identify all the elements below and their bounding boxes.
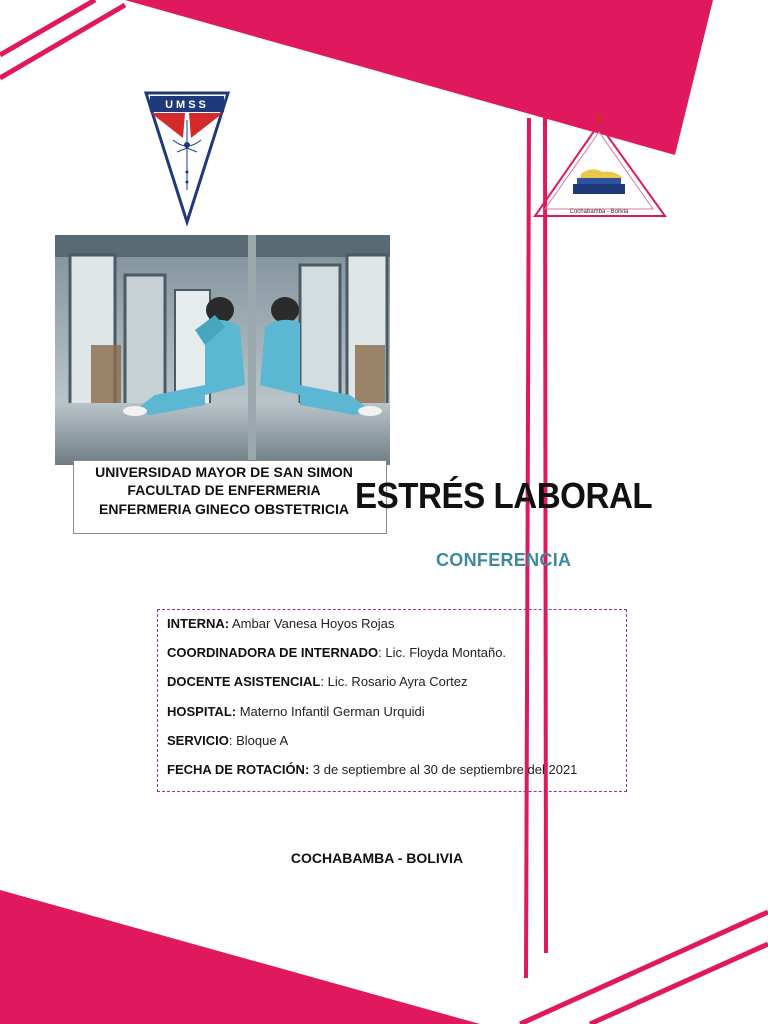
info-label: INTERNA: xyxy=(167,616,230,631)
nursing-logo-caption: Cochabamba - Bolivia xyxy=(569,209,629,215)
info-label: DOCENTE ASISTENCIAL xyxy=(167,674,321,689)
info-label: FECHA DE ROTACIÓN: xyxy=(167,762,310,777)
nursing-school-logo xyxy=(533,112,669,218)
info-value: : Bloque A xyxy=(228,733,289,748)
info-row-intern xyxy=(167,616,394,631)
bottom-left-pink-band xyxy=(0,890,480,1024)
footer-location: COCHABAMBA - BOLIVIA xyxy=(290,850,464,866)
nurse-stress-photo xyxy=(55,235,390,465)
vertical-stripe-right xyxy=(545,118,546,953)
info-value: : Lic. Rosario Ayra Cortez xyxy=(320,674,468,689)
umss-logo xyxy=(143,90,231,226)
info-value: : Lic. Floyda Montaño. xyxy=(378,645,507,660)
faculty-name: FACULTAD DE ENFERMERIA xyxy=(127,482,321,498)
info-label: COORDINADORA DE INTERNADO xyxy=(167,645,379,660)
bottom-right-stripe xyxy=(590,944,768,1024)
info-row-teacher xyxy=(167,674,468,689)
info-row-rotation-date xyxy=(167,762,577,777)
umss-logo-text: UMSS xyxy=(165,99,209,111)
info-row-coordinator xyxy=(167,645,506,660)
info-box xyxy=(157,609,627,792)
university-name: UNIVERSIDAD MAYOR DE SAN SIMON xyxy=(95,464,353,480)
program-name: ENFERMERIA GINECO OBSTETRICIA xyxy=(99,501,349,517)
info-value: 3 de septiembre al 30 de septiembre del 2021 xyxy=(309,762,578,777)
vertical-stripe-left xyxy=(526,118,529,978)
info-label: SERVICIO xyxy=(167,733,229,748)
bottom-right-stripe xyxy=(520,912,768,1024)
top-left-stripe xyxy=(0,0,95,55)
info-row-service xyxy=(167,733,288,748)
document-subtitle: CONFERENCIA xyxy=(436,550,572,570)
info-value: Materno Infantil German Urquidi xyxy=(236,704,425,719)
info-row-hospital xyxy=(167,704,425,719)
info-label: HOSPITAL: xyxy=(167,704,237,719)
institution-box xyxy=(73,460,387,534)
info-value: Ambar Vanesa Hoyos Rojas xyxy=(229,616,395,631)
document-title: ESTRÉS LABORAL xyxy=(355,475,653,516)
